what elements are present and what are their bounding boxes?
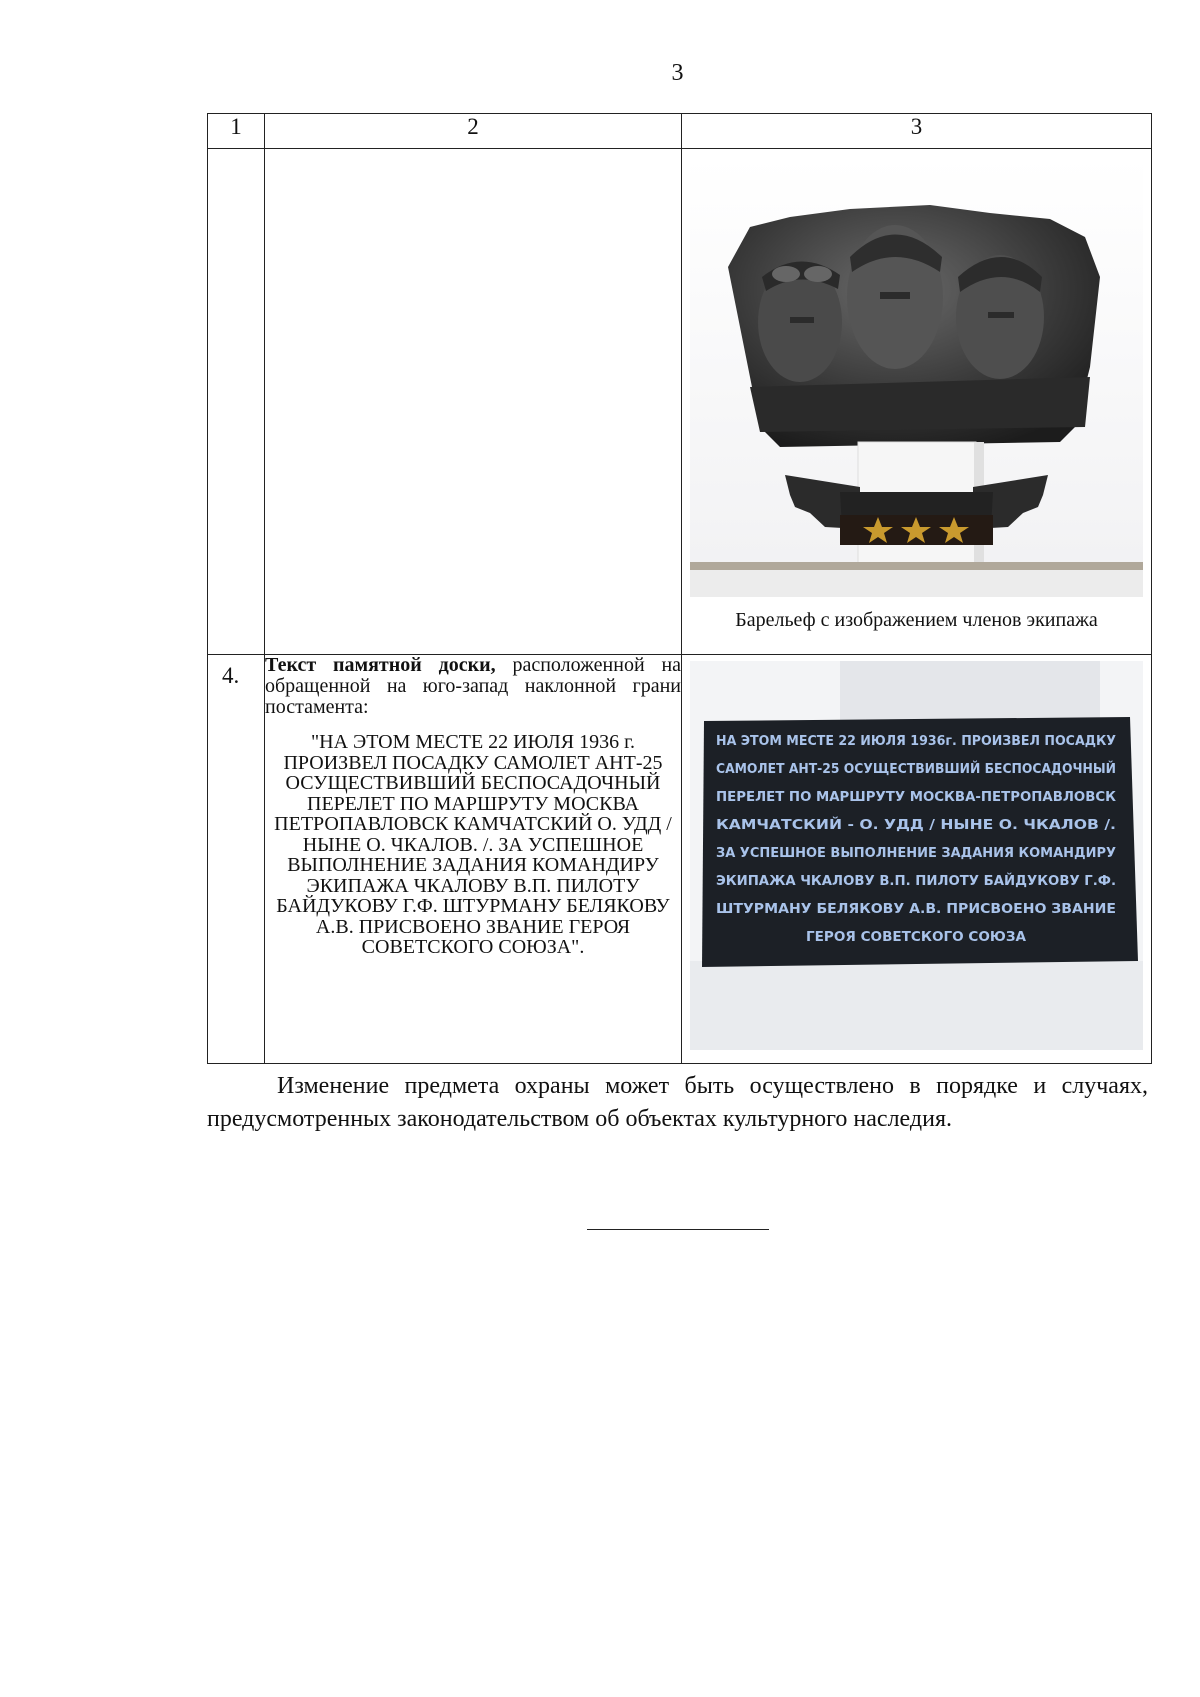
row-number-cell-empty bbox=[208, 149, 265, 655]
plaque-label-bold: Текст памятной доски, bbox=[265, 654, 496, 676]
header-col-3: 3 bbox=[682, 114, 1152, 149]
row-number: 4. bbox=[208, 655, 265, 1064]
table-row-bas-relief bbox=[208, 149, 1152, 655]
bas-relief-caption: Барельеф с изображением членов экипажа bbox=[735, 609, 1098, 631]
protection-subject-table bbox=[207, 113, 1152, 1064]
plaque-quote-text: "НА ЭТОМ МЕСТЕ 22 ИЮЛЯ 1936 г. ПРОИЗВЕЛ ПОСАДКУ САМОЛЕТ АНТ-25 ОСУЩЕСТВИВШИЙ БЕСПОСАДОЧНЫЙ ПЕРЕЛЕТ ПО МАРШРУТУ МОСКВА ПЕТРОПАВЛОВСК КАМЧАТСКИЙ О. УДД /НЫНЕ О. ЧКАЛОВ. /. ЗА УСПЕШНОЕ ВЫПОЛНЕНИЕ ЗАДАНИЯ КОМАНДИРУ ЭКИПАЖА ЧКАЛОВУ В.П. ПИЛОТУ БАЙДУКОВУ Г.Ф. ШТУРМАНУ БЕЛЯКОВУ А.В. ПРИСВОЕНО ЗВАНИЕ ГЕРОЯ СОВЕТСКОГО СОЮЗА". bbox=[274, 731, 672, 958]
plaque-line: ШТУРМАНУ БЕЛЯКОВУ А.В. ПРИСВОЕНО ЗВАНИЕ bbox=[716, 902, 1116, 917]
header-col-1: 1 bbox=[208, 114, 265, 149]
page-number: 3 bbox=[671, 60, 684, 86]
bas-relief-photo bbox=[690, 157, 1143, 597]
closing-paragraph bbox=[207, 1070, 1148, 1136]
table-header-row bbox=[208, 114, 1152, 149]
plaque-photo bbox=[690, 661, 1143, 1050]
header-col-2: 2 bbox=[265, 114, 682, 149]
plaque-line: ПЕРЕЛЕТ ПО МАРШРУТУ МОСКВА-ПЕТРОПАВЛОВСК bbox=[716, 790, 1117, 805]
plaque-label-text: расположенной на обращенной на юго-запад наклонной грани постамента: bbox=[265, 654, 682, 718]
plaque-line: ГЕРОЯ СОВЕТСКОГО СОЮЗА bbox=[806, 930, 1026, 945]
description-cell-empty bbox=[265, 149, 682, 655]
end-separator-line bbox=[587, 1229, 769, 1230]
bas-relief-cell bbox=[682, 149, 1152, 655]
plaque-line: САМОЛЕТ АНТ-25 ОСУЩЕСТВИВШИЙ БЕСПОСАДОЧНЫЙ bbox=[716, 762, 1137, 777]
closing-paragraph-text: Изменение предмета охраны может быть осуществлено в порядке и случаях, предусмотренных законодательством об объектах культурного наследия. bbox=[207, 1073, 1148, 1132]
plaque-line: ЗА УСПЕШНОЕ ВЫПОЛНЕНИЕ ЗАДАНИЯ КОМАНДИРУ bbox=[716, 846, 1116, 861]
plaque-description-cell bbox=[265, 655, 682, 1064]
plaque-line: КАМЧАТСКИЙ - О. УДД / НЫНЕ О. ЧКАЛОВ /. bbox=[716, 818, 1050, 833]
plaque-photo-cell bbox=[682, 655, 1152, 1064]
table-row-plaque-text bbox=[208, 655, 1152, 1064]
plaque-line: НА ЭТОМ МЕСТЕ 22 ИЮЛЯ 1936г. ПРОИЗВЕЛ ПОСАДКУ bbox=[716, 734, 1116, 749]
plaque-line: ЭКИПАЖА ЧКАЛОВУ В.П. ПИЛОТУ БАЙДУКОВУ Г.Ф. bbox=[716, 874, 1108, 889]
